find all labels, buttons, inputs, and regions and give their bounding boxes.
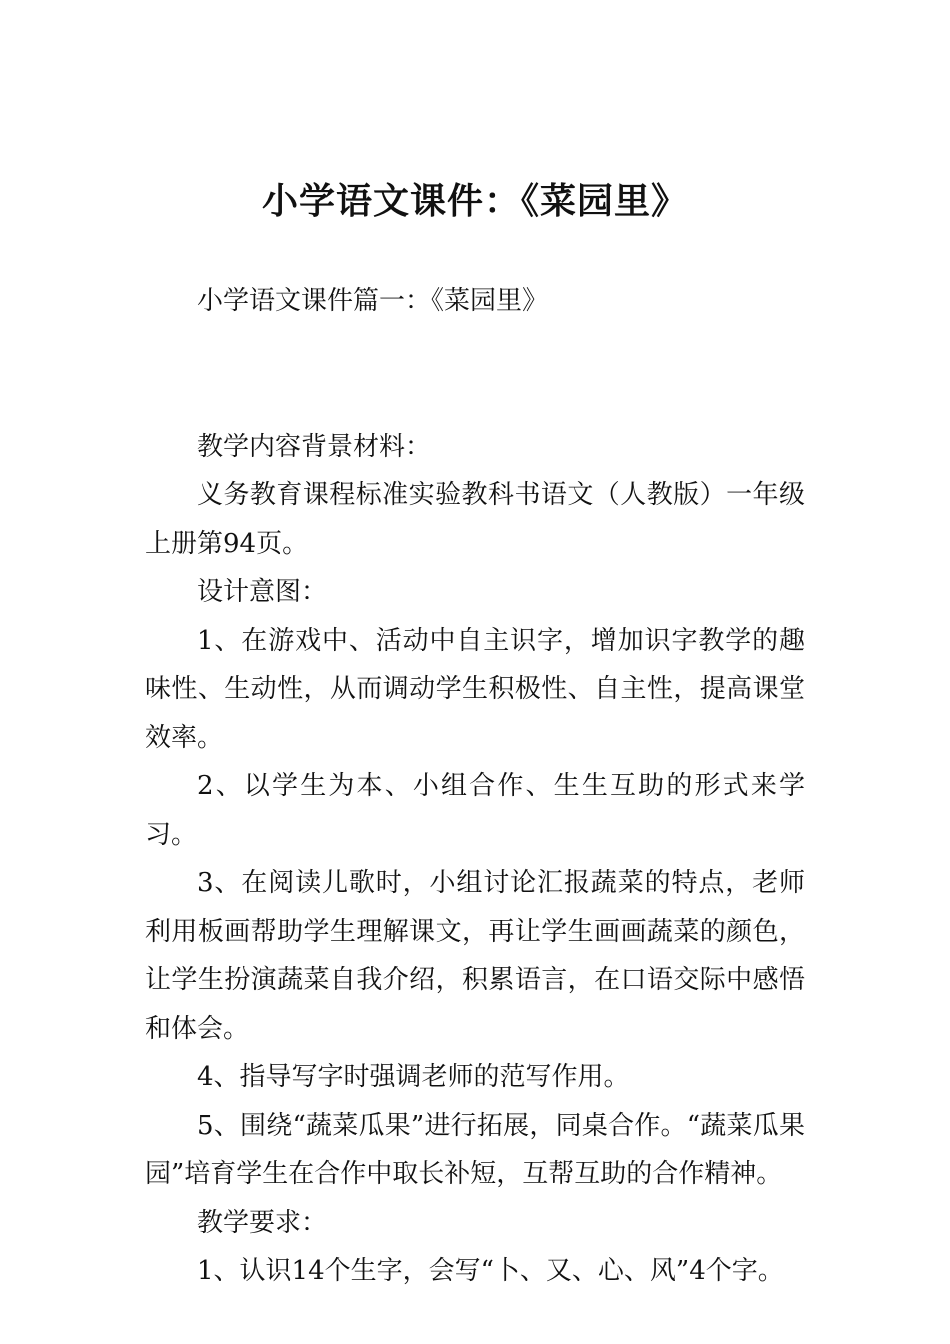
- document-body: [145, 277, 805, 1296]
- paragraph: 2、以学生为本、小组合作、生生互助的形式来学习。: [145, 771, 805, 850]
- paragraph: 设计意图：: [197, 577, 328, 607]
- paragraph: 1、在游戏中、活动中自主识字，增加识字教学的趣味性、生动性，从而调动学生积极性、自主性，提高课堂效率。: [145, 625, 805, 753]
- paragraph: 1、认识14个生字，会写“卜、又、心、风”4个字。: [197, 1256, 784, 1286]
- paragraph: 4、指导写字时强调老师的范写作用。: [197, 1062, 630, 1092]
- paragraph: 5、围绕“蔬菜瓜果”进行拓展，同桌合作。“蔬菜瓜果园”培育学生在合作中取长补短，互帮互助的合作精神。: [145, 1110, 805, 1189]
- document-title: 小学语文课件：《菜园里》: [261, 181, 688, 222]
- paragraph: 教学要求：: [197, 1207, 328, 1238]
- section-heading: 小学语文课件篇一：《菜园里》: [197, 286, 549, 316]
- paragraph: 3、在阅读儿歌时，小组讨论汇报蔬菜的特点，老师利用板画帮助学生理解课文，再让学生画画蔬菜的颜色，让学生扮演蔬菜自我介绍，积累语言，在口语交际中感悟和体会。: [145, 868, 805, 1044]
- blank-line: [145, 326, 805, 375]
- blank-line: [145, 374, 805, 423]
- paragraph: 义务教育课程标准实验教科书语文（人教版）一年级上册第94页。: [145, 480, 805, 559]
- paragraph: 教学内容背景材料：: [197, 431, 432, 462]
